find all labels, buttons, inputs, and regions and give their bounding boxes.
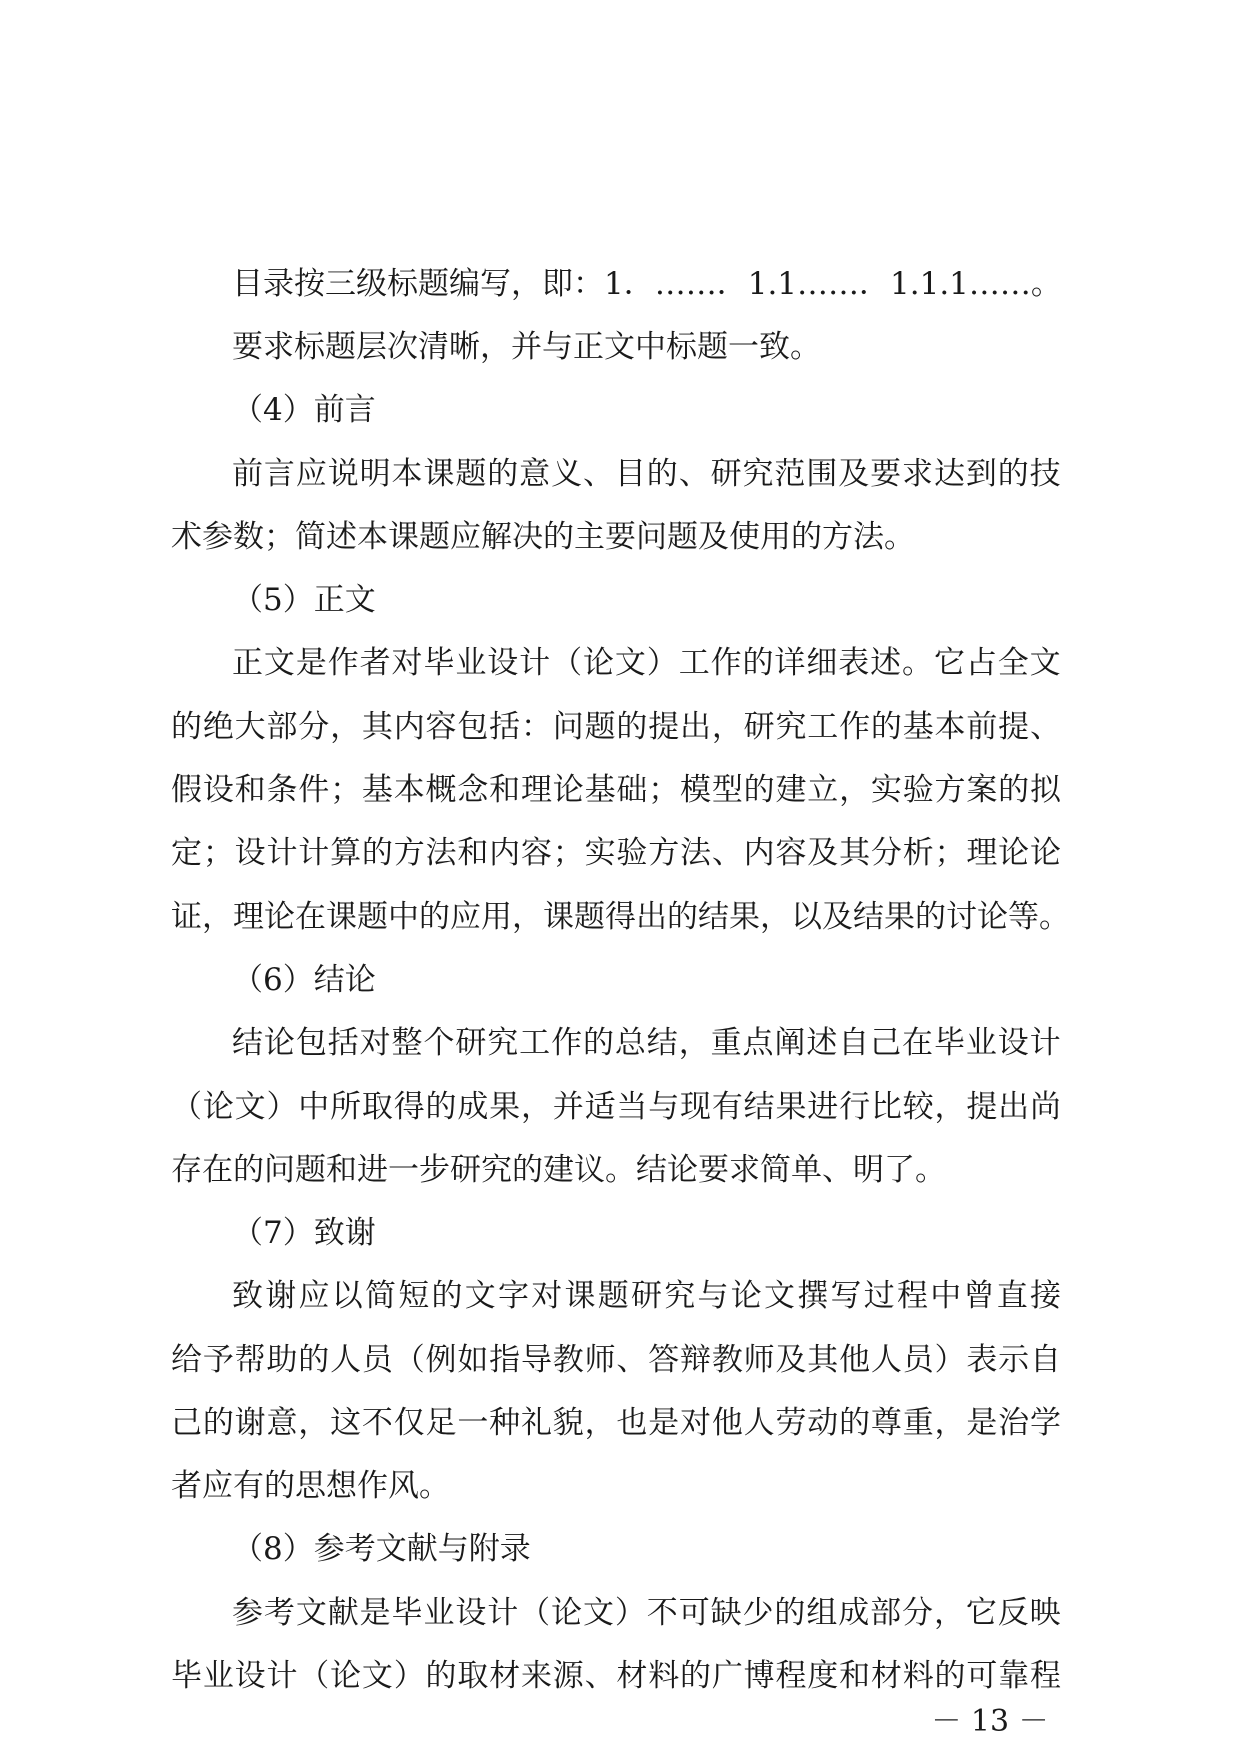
text-line [0,825,1242,881]
section-heading [0,572,1242,628]
line-text: 术参数；简述本课题应解决的主要问题及使用的方法。 [171,519,915,555]
heading-text: （6）结论 [232,962,376,998]
text-line [0,699,1242,755]
text-line [0,1458,1242,1514]
line-text: 定 ； 设 计 计 算 的 方 法 和 内 容 ； 实 验 方 法 、 内 容 及 其 分 析 ； 理 论 论 [171,835,1061,871]
line-text: 正 文 是 作 者 对 毕 业 设 计 （ 论 文 ） 工 作 的 详 细 表 述 。 它 占 全 文 [232,645,1061,681]
line-text: 者应有的思想作风。 [171,1468,450,1504]
line-text: 己 的 谢 意 ， 这 不 仅 足 一 种 礼 貌 ， 也 是 对 他 人 劳 动 的 尊 重 ， 是 治 学 [171,1405,1061,1441]
text-line [0,1395,1242,1451]
text-line [0,1079,1242,1135]
text-line [0,635,1242,691]
line-text: 参 考 文 献 是 毕 业 设 计 （ 论 文 ） 不 可 缺 少 的 组 成 部 分 ， 它 反 映 [232,1595,1061,1631]
line-text: 要求标题层次清晰，并与正文中标题一致。 [232,329,821,365]
section-heading [0,1521,1242,1577]
line-text: 的 绝 大 部 分 ， 其 内 容 包 括 ： 问 题 的 提 出 ， 研 究 工 作 的 基 本 前 提 、 [171,709,1061,745]
text-line [0,509,1242,565]
heading-text: （8）参考文献与附录 [232,1531,531,1567]
heading-text: （7）致谢 [232,1215,376,1251]
page-number: － 13 － [931,1704,1049,1739]
line-text: （ 论 文 ） 中 所 取 得 的 成 果 ， 并 适 当 与 现 有 结 果 进 行 比 较 ， 提 出 尚 [171,1089,1061,1125]
section-heading [0,1205,1242,1261]
line-text: 前 言 应 说 明 本 课 题 的 意 义 、 目 的 、 研 究 范 围 及 要 求 达 到 的 技 [232,456,1061,492]
text-line [0,1142,1242,1198]
line-text: 给 予 帮 助 的 人 员 （ 例 如 指 导 教 师 、 答 辩 教 师 及 其 他 人 员 ） 表 示 自 [171,1342,1061,1378]
section-heading [0,952,1242,1008]
text-line [0,446,1242,502]
text-line [0,1268,1242,1324]
line-text: 结 论 包 括 对 整 个 研 究 工 作 的 总 结 ， 重 点 阐 述 自 己 在 毕 业 设 计 [232,1025,1061,1061]
text-line [0,1585,1242,1641]
line-text: 目录按三级标题编写，即：1．……．1.1……．1.1.1……。 [232,266,1062,302]
section-heading [0,382,1242,438]
heading-text: （5）正文 [232,582,376,618]
line-text: 假 设 和 条 件 ； 基 本 概 念 和 理 论 基 础 ； 模 型 的 建 立 ， 实 验 方 案 的 拟 [171,772,1061,808]
text-line [0,889,1242,945]
text-line [0,319,1242,375]
heading-text: （4）前言 [232,392,376,428]
text-line [0,1332,1242,1388]
text-line [0,1015,1242,1071]
line-text: 证 ， 理 论 在 课 题 中 的 应 用 ， 课 题 得 出 的 结 果 ， 以 及 结 果 的 讨 论 等 。 [171,899,1070,935]
text-line [0,1648,1242,1704]
text-line [0,762,1242,818]
line-text: 致 谢 应 以 简 短 的 文 字 对 课 题 研 究 与 论 文 撰 写 过 程 中 曾 直 接 [232,1278,1061,1314]
line-text: 存在的问题和进一步研究的建议。结论要求简单、明了。 [171,1152,946,1188]
line-text: 毕 业 设 计 （ 论 文 ） 的 取 材 来 源 、 材 料 的 广 博 程 度 和 材 料 的 可 靠 程 [171,1658,1061,1694]
text-line [0,256,1242,312]
